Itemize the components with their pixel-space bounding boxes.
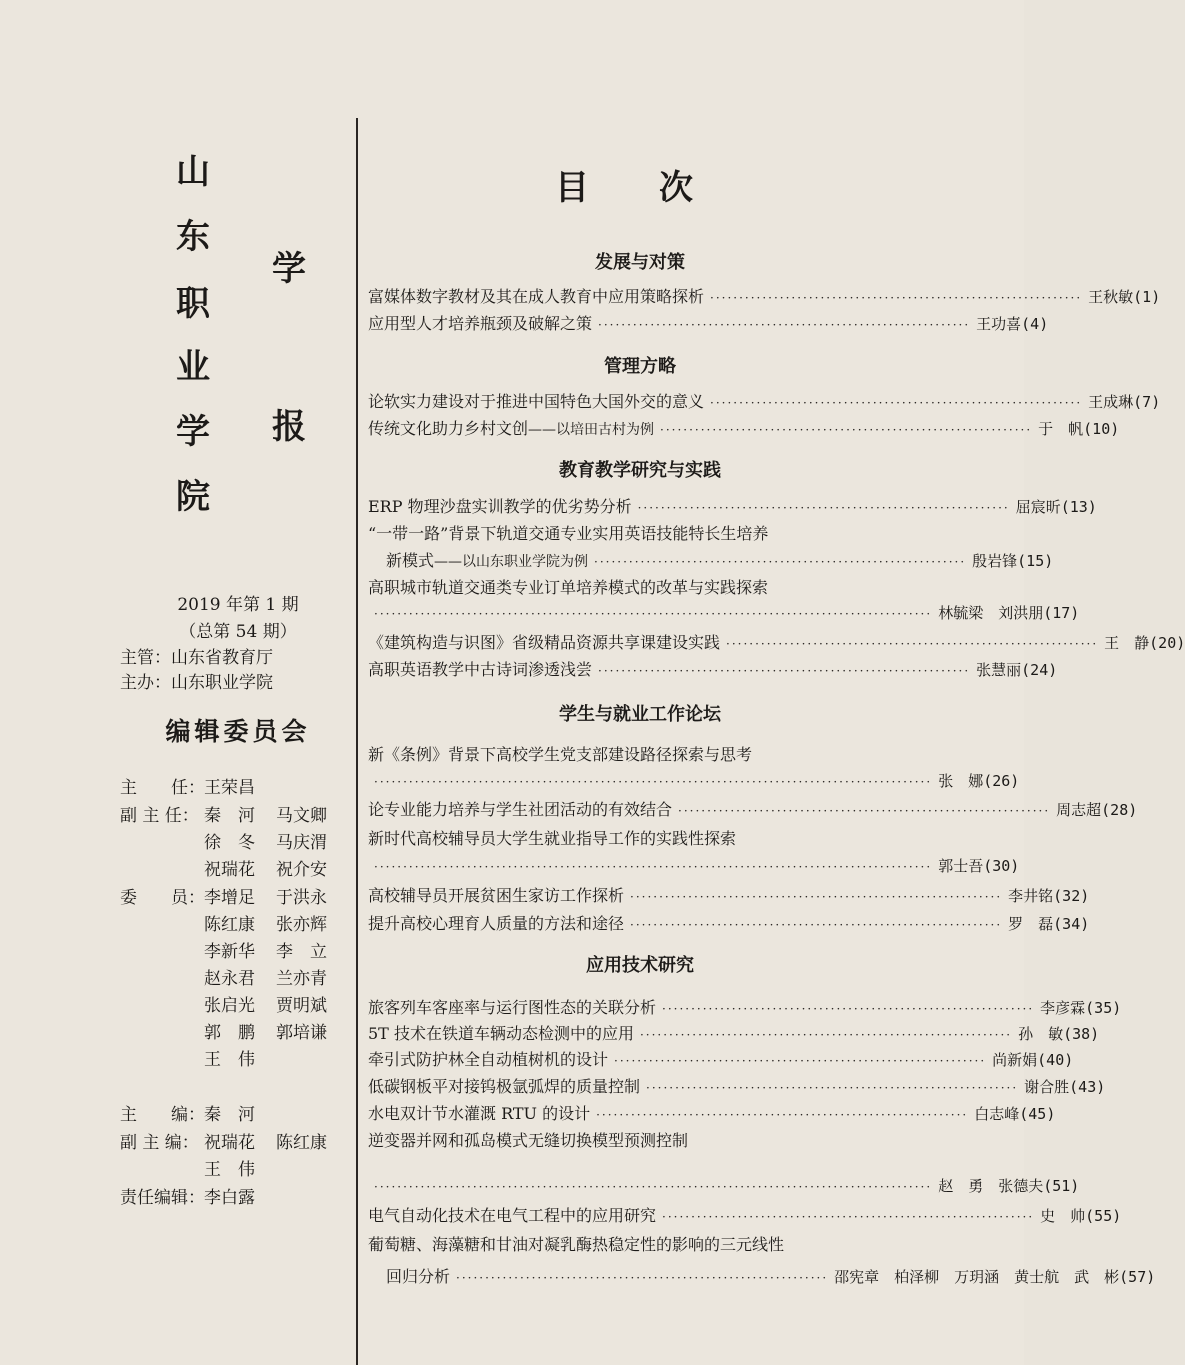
entry-title: 5T 技术在铁道车辆动态检测中的应用 xyxy=(368,1024,634,1043)
toc-entry-title-line[interactable]: 高职城市轨道交通类专业订单培养模式的改革与实践探索 xyxy=(368,578,769,597)
board-member: 秦 河 xyxy=(204,806,255,826)
dot-leader: ································································ xyxy=(710,396,1083,410)
entry-title: 《建筑构造与识图》省级精品资源共享课建设实践 xyxy=(368,633,721,652)
entry-author-page: 白志峰(45) xyxy=(974,1105,1056,1123)
entry-author-page: 邵宪章 柏泽柳 万玥涵 黄士航 武 彬(57) xyxy=(834,1268,1156,1286)
entry-author-page: 赵 勇 张德夫(51) xyxy=(938,1177,1080,1195)
toc-entry[interactable] xyxy=(386,1264,1156,1288)
board-member: 于洪永 xyxy=(276,888,327,908)
board-member: 李白露 xyxy=(204,1188,255,1208)
entry-title: 提升高校心理育人质量的方法和途径 xyxy=(368,914,625,933)
toc-entry[interactable] xyxy=(368,657,1058,681)
board-member: 王 伟 xyxy=(204,1160,255,1180)
board-member: 王荣昌 xyxy=(204,778,255,798)
toc-entry-title-line[interactable]: 逆变器并网和孤岛模式无缝切换模型预测控制 xyxy=(368,1131,689,1150)
board-member: 王 伟 xyxy=(204,1050,255,1070)
dot-leader: ································································ xyxy=(662,1002,1035,1016)
entry-title: 低碳钢板平对接钨极氩弧焊的质量控制 xyxy=(368,1077,641,1096)
entry-author-page: 郭士吾(30) xyxy=(938,857,1020,875)
toc-entry[interactable] xyxy=(368,911,1090,935)
entry-title: 高校辅导员开展贫困生家访工作探析 xyxy=(368,886,625,905)
board-member: 祝介安 xyxy=(276,860,327,880)
dot-leader: ································································ xyxy=(630,918,1003,932)
toc-entry[interactable] xyxy=(368,494,1097,518)
board-member: 郭 鹏 xyxy=(204,1023,255,1043)
toc-entry-title-line[interactable]: “一带一路”背景下轨道交通专业实用英语技能特长生培养 xyxy=(368,524,769,543)
dot-leader: ································································ xyxy=(598,664,971,678)
entry-author-page: 王 静(20) xyxy=(1104,634,1185,652)
board-member: 张启光 xyxy=(204,996,255,1016)
dot-leader: ································································ xyxy=(646,1081,1019,1095)
entry-title: 传统文化助力乡村文创 xyxy=(368,419,529,438)
toc-entry[interactable] xyxy=(368,1047,1074,1071)
toc-entry-title-line[interactable]: 新时代高校辅导员大学生就业指导工作的实践性探索 xyxy=(368,829,737,848)
entry-subtitle: ——以培田古村为例 xyxy=(528,422,655,438)
board-member: 祝瑞花 xyxy=(204,1133,255,1153)
masthead-char: 业 xyxy=(176,347,210,387)
board-member: 马庆渭 xyxy=(276,833,327,853)
section-heading: 教育教学研究与实践 xyxy=(559,460,721,481)
section-heading: 管理方略 xyxy=(604,356,676,377)
board-role: 责任编辑： xyxy=(120,1188,205,1208)
toc-entry[interactable] xyxy=(368,797,1138,821)
dot-leader: ································································································ xyxy=(374,1180,933,1194)
dot-leader: ································································ xyxy=(662,1210,1035,1224)
board-role: 副 主 编： xyxy=(120,1133,199,1153)
entry-author-page: 史 帅(55) xyxy=(1040,1207,1122,1225)
board-member: 李新华 xyxy=(204,942,255,962)
dot-leader: ································································································ xyxy=(374,607,933,621)
supervisor: 主管：山东省教育厅 xyxy=(120,648,273,668)
board-member: 马文卿 xyxy=(276,806,327,826)
board-title: 编辑委员会 xyxy=(165,717,311,746)
entry-author-page: 张慧丽(24) xyxy=(976,661,1058,679)
masthead-char: 学 xyxy=(176,412,210,452)
entry-title: 水电双计节水灌溉 RTU 的设计 xyxy=(368,1104,591,1123)
entry-title: 应用型人才培养瓶颈及破解之策 xyxy=(368,314,593,333)
board-role: 主 任： xyxy=(120,778,205,798)
board-member: 贾明斌 xyxy=(276,996,327,1016)
entry-author-page: 周志超(28) xyxy=(1056,801,1138,819)
dot-leader: ································································ xyxy=(637,501,1010,515)
toc-entry[interactable] xyxy=(368,416,1120,440)
entry-title: 回归分析 xyxy=(386,1267,451,1286)
toc-entry[interactable] xyxy=(386,548,1054,572)
entry-author-page: 尚新娟(40) xyxy=(992,1051,1074,1069)
board-role: 副 主 任： xyxy=(120,806,199,826)
entry-title: 论专业能力培养与学生社团活动的有效结合 xyxy=(368,800,673,819)
dot-leader: ································································ xyxy=(726,637,1099,651)
board-member: 陈红康 xyxy=(276,1133,327,1153)
toc-entry[interactable] xyxy=(368,284,1161,308)
entry-title: 牵引式防护林全自动植树机的设计 xyxy=(368,1050,609,1069)
dot-leader: ································································ xyxy=(710,291,1083,305)
board-member: 祝瑞花 xyxy=(204,860,255,880)
board-member: 郭培谦 xyxy=(276,1023,327,1043)
toc-entry[interactable] xyxy=(368,311,1049,335)
sponsor: 主办：山东职业学院 xyxy=(120,673,273,693)
entry-author-page: 孙 敏(38) xyxy=(1018,1025,1100,1043)
entry-title: 电气自动化技术在电气工程中的应用研究 xyxy=(368,1206,657,1225)
entry-title: ERP 物理沙盘实训教学的优劣势分析 xyxy=(368,497,632,516)
section-heading: 应用技术研究 xyxy=(586,955,694,976)
masthead-char: 职 xyxy=(176,284,210,324)
entry-subtitle: ——以山东职业学院为例 xyxy=(434,554,589,570)
entry-author-page: 殷岩锋(15) xyxy=(972,552,1054,570)
dot-leader: ································································ xyxy=(594,555,967,569)
board-role: 委 员： xyxy=(120,888,205,908)
dot-leader: ································································································ xyxy=(374,775,933,789)
board-member: 兰亦青 xyxy=(276,969,327,989)
entry-title: 新模式 xyxy=(386,551,435,570)
toc-entry-title-line[interactable]: 新《条例》背景下高校学生党支部建设路径探索与思考 xyxy=(368,745,753,764)
section-heading: 学生与就业工作论坛 xyxy=(559,704,721,725)
masthead-char: 学 xyxy=(272,249,306,289)
board-role: 主 编： xyxy=(120,1105,205,1125)
toc-entry[interactable] xyxy=(368,1101,1056,1125)
entry-author-page: 王成琳(7) xyxy=(1088,393,1161,411)
entry-author-page: 李井铭(32) xyxy=(1008,887,1090,905)
issue-number: 2019 年第 1 期 xyxy=(177,595,299,615)
toc-entry[interactable] xyxy=(368,855,1020,879)
entry-author-page: 王秋敏(1) xyxy=(1088,288,1161,306)
toc-entry[interactable] xyxy=(368,770,1020,794)
entry-author-page: 于 帆(10) xyxy=(1038,420,1120,438)
entry-title: 论软实力建设对于推进中国特色大国外交的意义 xyxy=(368,392,705,411)
column-divider xyxy=(356,118,358,1365)
toc-entry[interactable] xyxy=(368,995,1122,1019)
entry-author-page: 屈宸昕(13) xyxy=(1015,498,1097,516)
toc-entry[interactable] xyxy=(368,630,1185,654)
toc-entry-title-line[interactable]: 葡萄糖、海藻糖和甘油对凝乳酶热稳定性的影响的三元线性 xyxy=(368,1235,785,1254)
board-member: 陈红康 xyxy=(204,915,255,935)
board-member: 赵永君 xyxy=(204,969,255,989)
dot-leader: ································································ xyxy=(678,804,1051,818)
toc-entry[interactable] xyxy=(368,1175,1080,1199)
toc-entry[interactable] xyxy=(368,1203,1122,1227)
entry-author-page: 谢合胜(43) xyxy=(1024,1078,1106,1096)
dot-leader: ································································ xyxy=(456,1271,829,1285)
toc-entry[interactable] xyxy=(368,602,1080,626)
entry-author-page: 林毓梁 刘洪朋(17) xyxy=(938,604,1080,622)
dot-leader: ································································ xyxy=(660,423,1033,437)
dot-leader: ································································ xyxy=(596,1108,969,1122)
masthead-char: 东 xyxy=(176,217,210,257)
entry-author-page: 张 娜(26) xyxy=(938,772,1020,790)
board-member: 李 立 xyxy=(276,942,327,962)
entry-title: 高职英语教学中古诗词渗透浅尝 xyxy=(368,660,593,679)
dot-leader: ································································ xyxy=(630,890,1003,904)
toc-entry[interactable] xyxy=(368,1074,1106,1098)
toc-title: 目次 xyxy=(555,168,763,208)
dot-leader: ································································ xyxy=(639,1028,1013,1042)
entry-author-page: 罗 磊(34) xyxy=(1008,915,1090,933)
entry-author-page: 李彦霖(35) xyxy=(1040,999,1122,1017)
dot-leader: ································································································ xyxy=(374,860,933,874)
board-member: 李增足 xyxy=(204,888,255,908)
masthead-char: 报 xyxy=(272,407,306,447)
entry-title: 旅客列车客座率与运行图性态的关联分析 xyxy=(368,998,657,1017)
entry-author-page: 王功喜(4) xyxy=(976,315,1049,333)
dot-leader: ································································ xyxy=(598,318,971,332)
board-member: 张亦辉 xyxy=(276,915,327,935)
issue-total: （总第 54 期） xyxy=(179,622,297,642)
toc-entry[interactable] xyxy=(368,1021,1100,1045)
masthead-char: 院 xyxy=(176,477,210,517)
board-member: 徐 冬 xyxy=(204,833,255,853)
toc-entry[interactable] xyxy=(368,883,1090,907)
board-member: 秦 河 xyxy=(204,1105,255,1125)
entry-title: 富媒体数字教材及其在成人教育中应用策略探析 xyxy=(368,287,705,306)
section-heading: 发展与对策 xyxy=(595,252,685,273)
dot-leader: ································································ xyxy=(614,1054,987,1068)
masthead-char: 山 xyxy=(176,152,210,192)
toc-entry[interactable] xyxy=(368,389,1161,413)
